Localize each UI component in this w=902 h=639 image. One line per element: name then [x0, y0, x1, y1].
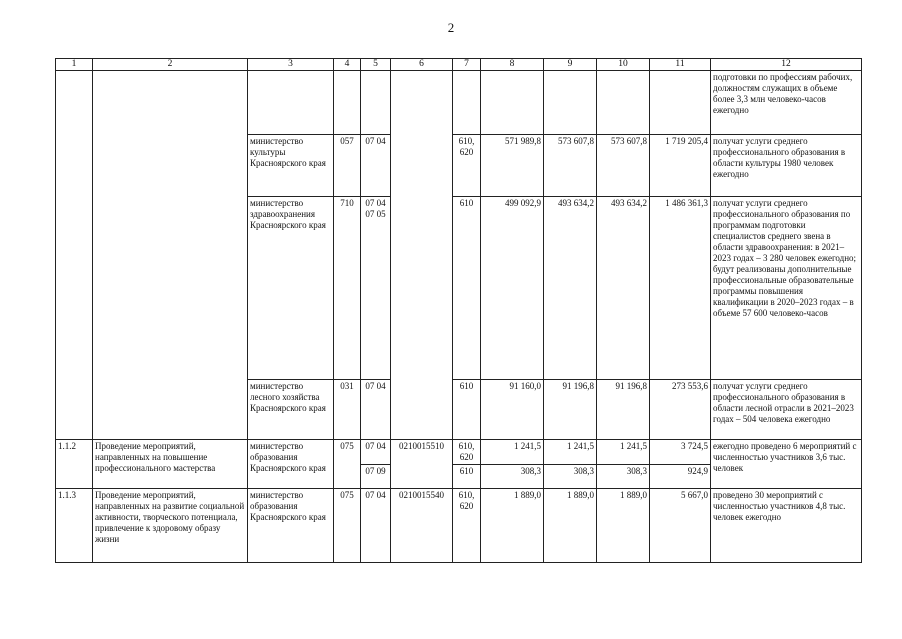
cell-section: 07 04 07 05	[361, 197, 391, 380]
header-cell: 11	[650, 59, 711, 71]
cell-value: 91 196,8	[544, 380, 597, 440]
cell-value: 3 724,5	[650, 440, 711, 465]
header-cell: 3	[248, 59, 334, 71]
cell-number: 1.1.3	[56, 489, 93, 563]
cell-type: 610	[453, 465, 481, 489]
header-cell: 4	[334, 59, 361, 71]
cell-executor: министерство лесного хозяйства Красноярского края	[248, 380, 334, 440]
cell-empty	[93, 71, 248, 440]
header-cell: 7	[453, 59, 481, 71]
header-cell: 12	[711, 59, 862, 71]
cell-value: 924,9	[650, 465, 711, 489]
cell-result: получат услуги среднего профессионального образования по программам подготовки специалистов среднего звена в области здравоохранения: в 2021–2023 годах – 3 280 человек ежегодно; будут реализованы дополнительные профессиональные образовательные программы повышения квалификации в 2020–2023 годах – в объеме 57 600 человеко-часов	[711, 197, 862, 380]
table-row	[56, 71, 862, 135]
cell-value: 573 607,8	[597, 135, 650, 197]
cell-value: 1 889,0	[481, 489, 544, 563]
header-cell: 5	[361, 59, 391, 71]
cell-executor: министерство культуры Красноярского края	[248, 135, 334, 197]
cell-value: 493 634,2	[544, 197, 597, 380]
cell-section: 07 09	[361, 465, 391, 489]
cell-result: получат услуги среднего профессионального образования в области лесной отрасли в 2021–2023 годах – 504 человека ежегодно	[711, 380, 862, 440]
header-cell: 1	[56, 59, 93, 71]
cell-target-code: 0210015540	[391, 489, 453, 563]
table-row	[56, 440, 862, 465]
cell-value: 5 667,0	[650, 489, 711, 563]
cell-activity: Проведение мероприятий, направленных на повышение профессионального мастерства	[93, 440, 248, 489]
cell-type: 610	[453, 197, 481, 380]
header-cell: 9	[544, 59, 597, 71]
cell-code: 057	[334, 135, 361, 197]
cell-type: 610, 620	[453, 489, 481, 563]
cell-type: 610, 620	[453, 440, 481, 465]
cell-section: 07 04	[361, 135, 391, 197]
cell-value: 308,3	[597, 465, 650, 489]
cell-target-code: 0210015510	[391, 440, 453, 489]
cell-executor: министерство образования Красноярского края	[248, 440, 334, 489]
cell-value: 1 241,5	[481, 440, 544, 465]
cell-result: получат услуги среднего профессионального образования в области культуры 1980 человек ежегодно	[711, 135, 862, 197]
cell-value: 493 634,2	[597, 197, 650, 380]
cell-value: 1 241,5	[597, 440, 650, 465]
cell-value: 1 719 205,4	[650, 135, 711, 197]
cell-type: 610	[453, 380, 481, 440]
cell-value: 308,3	[481, 465, 544, 489]
cell-value: 273 553,6	[650, 380, 711, 440]
cell-value: 1 486 361,3	[650, 197, 711, 380]
cell-empty	[56, 71, 93, 440]
table-row	[56, 489, 862, 563]
cell-value: 499 092,9	[481, 197, 544, 380]
header-cell: 6	[391, 59, 453, 71]
cell-result: подготовки по профессиям рабочих, должностям служащих в объеме более 3,3 млн человеко-часов ежегодно	[711, 71, 862, 135]
header-cell: 8	[481, 59, 544, 71]
cell-executor: министерство образования Красноярского края	[248, 489, 334, 563]
cell-type: 610, 620	[453, 135, 481, 197]
cell-value: 308,3	[544, 465, 597, 489]
cell-value: 91 196,8	[597, 380, 650, 440]
cell-result: ежегодно проведено 6 мероприятий с численностью участников 3,6 тыс. человек	[711, 440, 862, 489]
cell-value: 1 241,5	[544, 440, 597, 465]
cell-empty	[650, 71, 711, 135]
cell-code: 031	[334, 380, 361, 440]
table-header-row	[56, 59, 862, 71]
cell-empty	[248, 71, 334, 135]
page-number: 2	[447, 20, 455, 35]
cell-value: 1 889,0	[544, 489, 597, 563]
cell-value: 91 160,0	[481, 380, 544, 440]
cell-number: 1.1.2	[56, 440, 93, 489]
cell-section: 07 04	[361, 380, 391, 440]
cell-activity: Проведение мероприятий, направленных на развитие социальной активности, творческого потенциала, привлечение к здоровому образу жизни	[93, 489, 248, 563]
cell-empty	[391, 71, 453, 440]
cell-empty	[481, 71, 544, 135]
cell-empty	[544, 71, 597, 135]
cell-empty	[334, 71, 361, 135]
cell-result: проведено 30 мероприятий с численностью участников 4,8 тыс. человек ежегодно	[711, 489, 862, 563]
cell-value: 573 607,8	[544, 135, 597, 197]
cell-empty	[597, 71, 650, 135]
cell-empty	[361, 71, 391, 135]
cell-empty	[453, 71, 481, 135]
cell-code: 075	[334, 489, 361, 563]
cell-value: 1 889,0	[597, 489, 650, 563]
cell-executor: министерство здравоохранения Красноярского края	[248, 197, 334, 380]
header-cell: 2	[93, 59, 248, 71]
cell-section: 07 04	[361, 489, 391, 563]
cell-code: 710	[334, 197, 361, 380]
header-cell: 10	[597, 59, 650, 71]
cell-section: 07 04	[361, 440, 391, 465]
cell-value: 571 989,8	[481, 135, 544, 197]
budget-table	[55, 58, 862, 563]
cell-code: 075	[334, 440, 361, 489]
